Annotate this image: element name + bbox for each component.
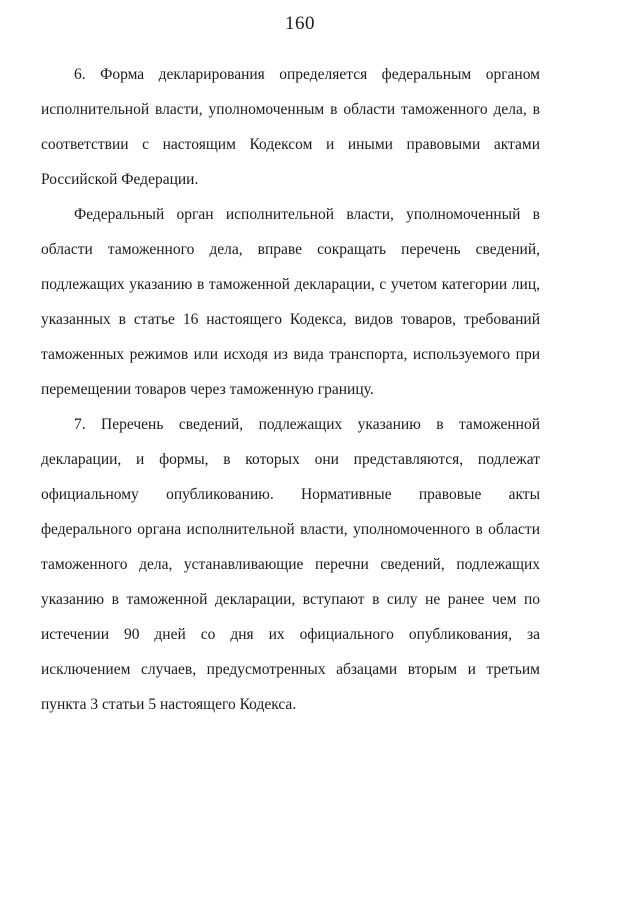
text-line: подлежащих указанию в таможенной декларации, с учетом категории лиц, bbox=[41, 276, 540, 293]
text-line: декларации, и формы, в которых они представляются, подлежат bbox=[41, 451, 540, 468]
text-line: таможенного дела, устанавливающие перечни сведений, подлежащих bbox=[41, 556, 540, 573]
text-line: официальному опубликованию. Нормативные правовые акты bbox=[41, 486, 540, 503]
text-line: 6. Форма декларирования определяется федеральным органом bbox=[74, 66, 540, 83]
text-line: области таможенного дела, вправе сокращать перечень сведений, bbox=[41, 241, 540, 258]
text-line: Федеральный орган исполнительной власти, уполномоченный в bbox=[74, 206, 540, 223]
paragraph-7 bbox=[41, 407, 540, 722]
text-line: исполнительной власти, уполномоченным в области таможенного дела, в bbox=[41, 101, 540, 118]
paragraph-6 bbox=[41, 57, 540, 197]
text-line: указанных в статье 16 настоящего Кодекса, видов товаров, требований bbox=[41, 311, 540, 328]
text-line: указанию в таможенной декларации, вступают в силу не ранее чем по bbox=[41, 591, 540, 608]
text-line: Российской Федерации. bbox=[41, 171, 199, 188]
text-line: исключением случаев, предусмотренных абзацами вторым и третьим bbox=[41, 661, 540, 678]
text-line: таможенных режимов или исходя из вида транспорта, используемого при bbox=[41, 346, 540, 363]
text-line: соответствии с настоящим Кодексом и иными правовыми актами bbox=[41, 136, 540, 153]
page-number: 160 bbox=[285, 13, 315, 34]
text-line: федерального органа исполнительной власти, уполномоченного в области bbox=[41, 521, 540, 538]
text-line: 7. Перечень сведений, подлежащих указанию в таможенной bbox=[74, 416, 540, 433]
text-line: перемещении товаров через таможенную границу. bbox=[41, 381, 374, 398]
document-text-block bbox=[41, 57, 540, 722]
text-line: истечении 90 дней со дня их официального опубликования, за bbox=[41, 626, 540, 643]
text-line: пункта 3 статьи 5 настоящего Кодекса. bbox=[41, 696, 297, 713]
paragraph-6-continued bbox=[41, 197, 540, 407]
